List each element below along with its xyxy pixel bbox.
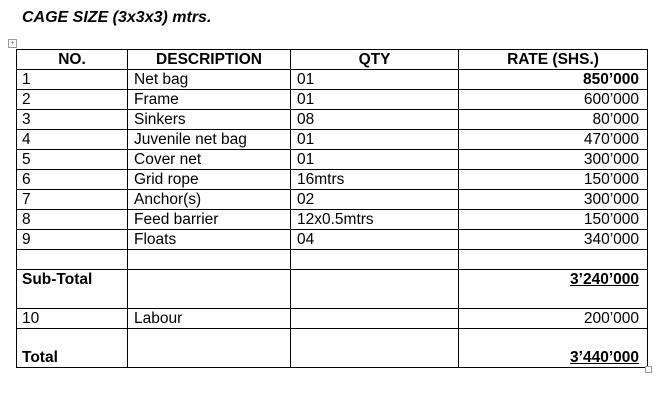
cost-table [16, 49, 648, 368]
header-description: DESCRIPTION [128, 50, 291, 70]
item-no: 8 [17, 210, 128, 230]
total-label: Total [17, 329, 128, 368]
item-no: 5 [17, 150, 128, 170]
table-row [17, 90, 648, 110]
table-row [17, 110, 648, 130]
item-description: Labour [128, 309, 291, 329]
item-qty: 01 [291, 90, 459, 110]
item-no: 7 [17, 190, 128, 210]
item-rate: 470’000 [459, 130, 648, 150]
item-qty: 01 [291, 130, 459, 150]
item-rate: 80’000 [459, 110, 648, 130]
subtotal-rate: 3’240’000 [459, 270, 648, 309]
table-row [17, 230, 648, 250]
item-qty: 12x0.5mtrs [291, 210, 459, 230]
header-no: NO. [17, 50, 128, 70]
item-rate: 300’000 [459, 190, 648, 210]
item-description: Anchor(s) [128, 190, 291, 210]
item-rate: 600’000 [459, 90, 648, 110]
item-description: Frame [128, 90, 291, 110]
total-rate: 3’440’000 [459, 329, 648, 368]
item-rate: 300’000 [459, 150, 648, 170]
document-title: CAGE SIZE (3x3x3) mtrs. [22, 9, 212, 26]
item-no: 3 [17, 110, 128, 130]
table-row [17, 130, 648, 150]
item-description: Juvenile net bag [128, 130, 291, 150]
empty-row [17, 250, 648, 270]
table-row [17, 309, 648, 329]
item-rate: 150’000 [459, 170, 648, 190]
item-no: 2 [17, 90, 128, 110]
subtotal-row [17, 270, 648, 309]
total-row [17, 329, 648, 368]
item-no: 4 [17, 130, 128, 150]
header-rate: RATE (SHS.) [459, 50, 648, 70]
item-qty: 04 [291, 230, 459, 250]
item-rate: 340’000 [459, 230, 648, 250]
table-row [17, 210, 648, 230]
item-qty: 02 [291, 190, 459, 210]
table-move-handle-icon[interactable]: + [8, 39, 17, 48]
table-resize-handle[interactable] [645, 366, 652, 373]
item-rate: 850’000 [459, 70, 648, 90]
header-qty: QTY [291, 50, 459, 70]
table-header-row [17, 50, 648, 70]
item-no: 6 [17, 170, 128, 190]
item-description: Feed barrier [128, 210, 291, 230]
item-description: Net bag [128, 70, 291, 90]
item-description: Grid rope [128, 170, 291, 190]
item-qty: 08 [291, 110, 459, 130]
table-row [17, 170, 648, 190]
table-row [17, 190, 648, 210]
table-row [17, 150, 648, 170]
item-no: 1 [17, 70, 128, 90]
item-qty: 01 [291, 150, 459, 170]
item-no: 10 [17, 309, 128, 329]
item-description: Sinkers [128, 110, 291, 130]
subtotal-label: Sub-Total [17, 270, 128, 309]
item-no: 9 [17, 230, 128, 250]
item-description: Cover net [128, 150, 291, 170]
item-qty: 16mtrs [291, 170, 459, 190]
item-rate: 200’000 [459, 309, 648, 329]
item-qty: 01 [291, 70, 459, 90]
table-row [17, 70, 648, 90]
item-description: Floats [128, 230, 291, 250]
item-rate: 150’000 [459, 210, 648, 230]
